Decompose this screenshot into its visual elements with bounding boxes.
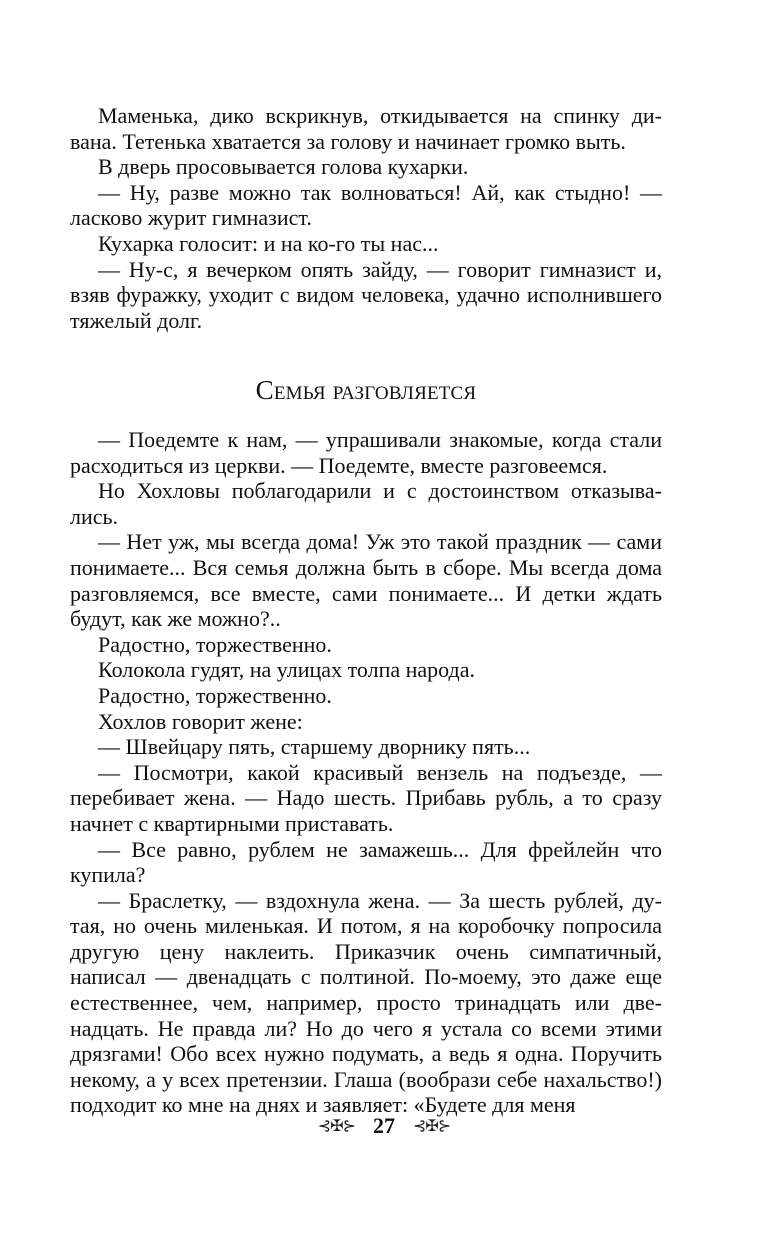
paragraph: В дверь просовывается голова кухарки. — [98, 154, 469, 180]
text-block-top — [70, 103, 662, 333]
paragraph: — Поедемте к нам, — упрашивали знакомые, когда стали расходиться из церкви. — Поедемте, вместе разговеемся. — [70, 427, 662, 478]
paragraph: Хохлов говорит жене: — [98, 708, 303, 734]
paragraph: Колокола гудят, на улицах толпа народа. — [98, 657, 475, 683]
paragraph: — Браслетку, — вздохнула жена. — За шесть рублей, дутая, но очень миленькая. И потом, я на коробочку попросила другую цену наклеить. Приказчик очень симпатичный, написал — двенадцать с полтиной. По-моему, это даже еще естественнее, чем, например, просто тринадцать или двенадцать. Не правда ли? Но до чего я устала со всеми этими дрязгами! Обо всех нужно подумать, а ведь я одна. Поручить некому, а у всех претензии. Глаша (вообрази себе нахальство!) подходит ко мне на днях и заявляет: «Будете для меня — [70, 887, 662, 1118]
paragraph: Кухарка голосит: и на ко-го ты нас... — [98, 230, 439, 256]
paragraph: — Все равно, рублем не замажешь... Для фрейлейн что купила? — [70, 836, 662, 888]
paragraph: Но Хохловы поблагодарили и с достоинством отказывались. — [70, 478, 662, 529]
paragraph: Радостно, торжественно. — [98, 682, 332, 708]
paragraph: Маменька, дико вскрикнув, откидывается на спинку дивана. Тетенька хватается за голову и начинает громко выть. — [70, 103, 662, 154]
paragraph: — Швейцару пять, старшему дворнику пять... — [98, 734, 531, 760]
paragraph: — Ну-с, я вечерком опять зайду, — говорит гимназист и, взяв фуражку, уходит с видом человека, удачно исполнившего тяжелый долг. — [70, 256, 662, 333]
paragraph: — Ну, разве можно так волноваться! Ай, как стыдно! — ласково журит гимназист. — [70, 179, 662, 231]
page-number: 27 — [373, 1113, 395, 1138]
text-block-main — [70, 427, 662, 1118]
paragraph: Радостно, торжественно. — [98, 631, 332, 657]
ornament-left-icon: ⊰✠⊱ — [317, 1118, 355, 1135]
ornament-right-icon: ⊰✠⊱ — [413, 1118, 451, 1135]
paragraph: — Посмотри, какой красивый вензель на подъезде, — перебивает жена. — Надо шесть. Прибавь рубль, а то сразу начнет с квартирными приставать. — [70, 759, 662, 836]
section-title: Семья разговляется — [255, 375, 477, 405]
paragraph: — Нет уж, мы всегда дома! Уж это такой праздник — сами понимаете... Вся семья должна быть в сборе. Мы всегда дома разговляемся, все вместе, сами понимаете... И детки ждать будут, как же можно?.. — [70, 529, 662, 632]
page-footer — [0, 1113, 768, 1139]
